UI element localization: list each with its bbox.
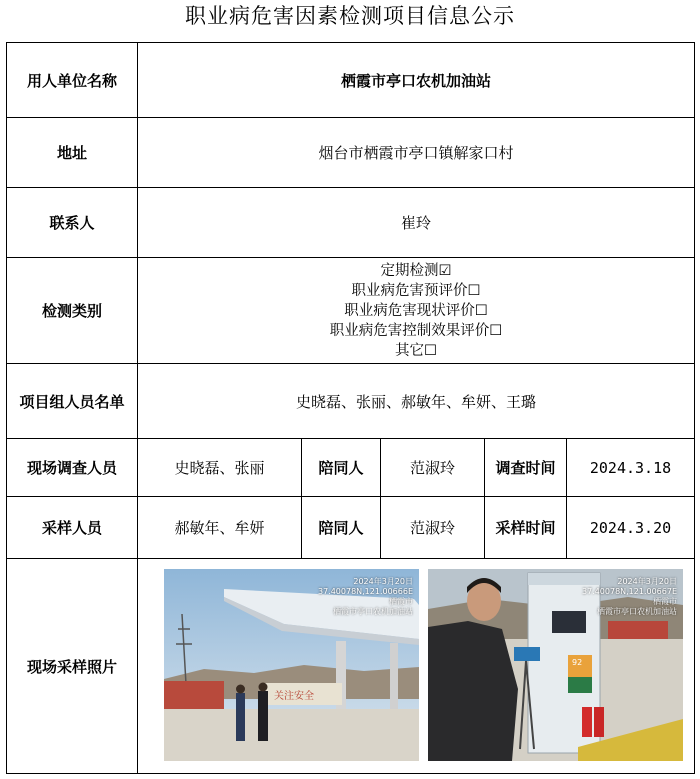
right-stamp-city: 栖霞市 (653, 597, 677, 606)
team-value: 史晓磊、张丽、郝敏年、牟妍、王璐 (138, 364, 695, 439)
survey-time: 2024.3.18 (567, 439, 695, 497)
row-team (7, 364, 695, 439)
row-address (7, 118, 695, 188)
employer-label: 用人单位名称 (7, 43, 138, 118)
survey-time-label: 调查时间 (485, 439, 567, 497)
detection-type-options (138, 258, 695, 364)
sampling-escort: 范淑玲 (381, 497, 485, 559)
contact-label: 联系人 (7, 188, 138, 258)
left-stamp-site: 栖霞市亭口农机加油站 (333, 607, 413, 616)
right-stamp-date: 2024年3月20日 (617, 577, 677, 586)
sampling-label: 采样人员 (7, 497, 138, 559)
survey-label: 现场调查人员 (7, 439, 138, 497)
row-detection-type (7, 258, 695, 364)
sampling-time-label: 采样时间 (485, 497, 567, 559)
option-status-assessment: 职业病危害现状评价☐ (344, 302, 488, 319)
employer-value: 栖霞市亭口农机加油站 (138, 43, 695, 118)
option-control-effect-assessment: 职业病危害控制效果评价☐ (329, 322, 503, 339)
address-value: 烟台市栖霞市亭口镇解家口村 (138, 118, 695, 188)
row-survey (7, 439, 695, 497)
left-stamp-coords: 37.40078N,121.00666E (317, 587, 413, 596)
right-stamp-site: 栖霞市亭口农机加油站 (597, 607, 677, 616)
row-sampling (7, 497, 695, 559)
page-title: 职业病危害因素检测项目信息公示 (185, 4, 515, 28)
detection-type-label: 检测类别 (7, 258, 138, 364)
photos-label: 现场采样照片 (7, 559, 138, 774)
photos-container (138, 559, 694, 773)
site-photo-sampling[interactable] (428, 569, 683, 761)
svg-text:关注安全: 关注安全 (274, 691, 314, 702)
photo-stamp-left (318, 577, 413, 617)
row-contact (7, 188, 695, 258)
sampling-staff: 郝敏年、牟妍 (138, 497, 302, 559)
info-table (6, 42, 695, 774)
svg-text:92: 92 (572, 658, 583, 667)
option-pre-assessment: 职业病危害预评价☐ (351, 282, 481, 299)
photo-stamp-right (582, 577, 677, 617)
right-stamp-coords: 37.40078N,121.00667E (581, 587, 677, 596)
survey-escort-label: 陪同人 (302, 439, 381, 497)
site-photo-gas-station[interactable] (164, 569, 419, 761)
survey-staff: 史晓磊、张丽 (138, 439, 302, 497)
photos-cell (138, 559, 695, 774)
option-periodic: 定期检测☑ (380, 262, 452, 279)
sampling-time: 2024.3.20 (567, 497, 695, 559)
sampling-escort-label: 陪同人 (302, 497, 381, 559)
option-other: 其它☐ (395, 342, 437, 359)
left-stamp-date: 2024年3月20日 (353, 577, 413, 586)
address-label: 地址 (7, 118, 138, 188)
contact-value: 崔玲 (138, 188, 695, 258)
row-employer (7, 43, 695, 118)
row-photos (7, 559, 695, 774)
team-label: 项目组人员名单 (7, 364, 138, 439)
survey-escort: 范淑玲 (381, 439, 485, 497)
left-stamp-city: 栖霞市 (389, 597, 413, 606)
